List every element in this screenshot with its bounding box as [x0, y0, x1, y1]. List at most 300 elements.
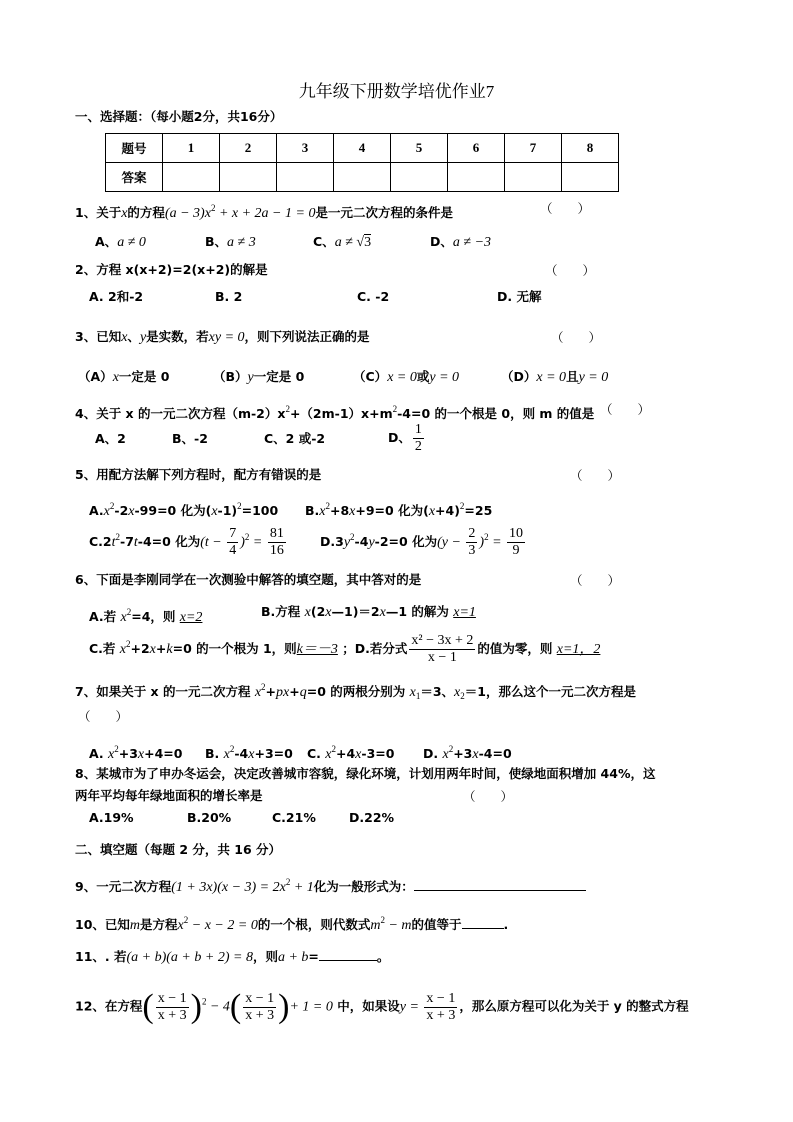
math-text: x	[409, 685, 416, 700]
text: C、2 或-2	[264, 431, 326, 446]
section-1-heading: 一、选择题：（每小题2分，共16分）	[75, 109, 283, 124]
math-text: x	[108, 747, 115, 762]
text: +4	[336, 746, 356, 761]
superscript: 2	[126, 607, 132, 617]
q6-option-cd	[89, 633, 600, 666]
math-text: (t −	[200, 535, 226, 550]
text: =0 的一个根为 1，则	[172, 641, 297, 656]
text: C.2	[89, 534, 112, 549]
math-text: )	[479, 535, 485, 550]
text: 12、在方程	[75, 998, 143, 1014]
math-text: x	[325, 605, 332, 620]
text: =25	[464, 503, 493, 518]
numerator: 1	[414, 422, 422, 437]
text: ＝1，那么这个一元二次方程是	[464, 684, 636, 699]
fill-in-blank[interactable]	[414, 876, 586, 891]
section-2-heading: 二、填空题（每题 2 分，共 16 分）	[75, 842, 282, 857]
q8-stem-line-2	[75, 787, 263, 805]
subscript: 2	[460, 691, 465, 701]
superscript: 2	[109, 501, 115, 511]
denominator: 16	[269, 543, 284, 558]
superscript: 2	[285, 404, 290, 414]
math-text: x = 0	[536, 370, 567, 385]
denominator: x + 3	[157, 1007, 187, 1023]
text: ，则下列说法正确的是	[244, 329, 370, 344]
table-cell: 6	[448, 134, 505, 163]
subscript: 1	[415, 691, 421, 701]
math-text: (1 + 3x)(x − 3) = 2x	[171, 880, 286, 895]
text: -4	[234, 746, 249, 761]
math-text: x	[319, 504, 326, 519]
text: +4=0	[144, 746, 183, 761]
text: +3=0	[254, 746, 293, 761]
text: 2、方程 x(x+2)=2(x+2)的解是	[75, 262, 268, 277]
q8-option-b	[187, 809, 231, 827]
text: D.22%	[349, 810, 395, 825]
math-text: q	[299, 685, 307, 700]
math-text: x	[112, 370, 119, 385]
page-title: 九年级下册数学培优作业7	[298, 82, 495, 101]
math-text: x	[325, 747, 332, 762]
text: A. 2和-2	[89, 289, 144, 304]
text: 10、已知	[75, 917, 130, 932]
text: +3	[118, 746, 138, 761]
text: C.21%	[272, 810, 316, 825]
math-text: xy = 0	[208, 330, 245, 345]
answer-paren: （ ）	[600, 402, 651, 417]
big-parenthesis: (	[229, 988, 242, 1025]
superscript: 2	[448, 744, 454, 754]
text: 。	[376, 949, 390, 964]
q5-option-b	[305, 497, 492, 521]
underlined-answer: x=1	[453, 605, 476, 620]
numerator: x − 1	[426, 990, 456, 1006]
denominator: 4	[229, 543, 237, 558]
text: +3	[453, 746, 473, 761]
fraction	[268, 526, 286, 559]
math-text: y	[247, 370, 254, 385]
text: ，那么原方程可以化为关于 y 的整式方程	[459, 998, 689, 1014]
q4-option-d	[388, 422, 426, 455]
text: -99=0 化为(	[134, 503, 212, 518]
text: +（2m-1）x+m	[289, 406, 393, 421]
math-text: a ≠	[334, 235, 357, 250]
q8-option-a	[89, 809, 134, 827]
answer-paren: （ ）	[463, 789, 514, 804]
q3-option-b	[213, 368, 304, 387]
text: (2	[310, 604, 326, 619]
answer-cell[interactable]	[163, 163, 220, 192]
text: （B）	[213, 369, 248, 384]
math-text: + x + 2a − 1 = 0	[215, 206, 316, 221]
big-parenthesis: (	[142, 988, 154, 1025]
text: -4	[354, 534, 369, 549]
math-text: x	[137, 747, 145, 762]
superscript: 2	[285, 877, 291, 887]
numerator: 2	[468, 526, 476, 541]
answer-cell[interactable]	[505, 163, 562, 192]
text: —1 的解为	[385, 604, 454, 619]
table-cell: 5	[391, 134, 448, 163]
numerator: x − 1	[245, 990, 275, 1006]
superscript: 2	[392, 404, 398, 414]
q4-option-b	[172, 430, 208, 448]
text: （C）	[353, 369, 388, 384]
text: 8、某城市为了申办冬运会，决定改善城市容貌，绿化环境，计划用两年时间，使绿地面积增加 44%，这	[75, 766, 656, 781]
text: C、	[313, 234, 335, 249]
answer-cell[interactable]	[391, 163, 448, 192]
text: A.若	[89, 609, 121, 624]
q1-option-d	[430, 233, 491, 252]
superscript: 2	[229, 744, 235, 754]
text: 是方程	[140, 917, 178, 932]
math-text: k	[166, 642, 173, 657]
q8-option-d	[349, 809, 394, 827]
fraction	[243, 991, 276, 1024]
text: 7、如果关于 x 的一元二次方程	[75, 684, 255, 699]
text: A.	[89, 503, 104, 518]
math-text: y = 0	[578, 370, 609, 385]
answer-cell[interactable]	[277, 163, 334, 192]
table-cell: 3	[277, 134, 334, 163]
text: A.	[89, 746, 109, 761]
text: 的值等于	[411, 917, 462, 932]
text: —1)＝2	[331, 604, 380, 619]
q4-stem	[75, 400, 594, 423]
text: ；D.若分式	[337, 641, 408, 656]
q7-option-a	[89, 740, 182, 764]
math-text: x	[128, 504, 135, 519]
math-text: m	[129, 918, 141, 933]
math-text: x	[177, 918, 184, 933]
table-cell: 2	[220, 134, 277, 163]
table-row-numbers	[106, 134, 619, 163]
text: ，则	[252, 949, 278, 964]
table-row-answers	[106, 163, 619, 192]
math-text: x	[248, 747, 255, 762]
text: D、	[388, 430, 411, 445]
text: +	[265, 684, 277, 699]
q3-option-a	[78, 368, 169, 387]
text: C.	[307, 746, 326, 761]
text: C.若	[89, 641, 120, 656]
radicand: 3	[364, 235, 372, 250]
text: 是一元二次方程的条件是	[315, 205, 453, 220]
answer-paren: （ ）	[545, 263, 596, 278]
math-text: y	[139, 330, 147, 345]
fraction	[409, 633, 475, 666]
numerator: x² − 3x + 2	[411, 633, 474, 648]
text: 或	[416, 369, 430, 384]
denominator: x + 3	[245, 1007, 275, 1023]
text: -3=0	[361, 746, 395, 761]
text: -7	[120, 534, 134, 549]
big-parenthesis: )	[278, 988, 290, 1025]
text: -2	[114, 503, 129, 518]
text: 的一个根，则代数式	[257, 917, 371, 932]
math-text: x	[472, 747, 479, 762]
answer-paren: （ ）	[570, 573, 621, 588]
q11-stem	[75, 946, 389, 967]
text: D、	[430, 234, 453, 249]
text: 一定是 0	[118, 369, 170, 384]
math-text: x	[211, 504, 218, 519]
answer-paren: （ ）	[551, 330, 602, 345]
text: -1)	[217, 503, 238, 518]
q8-stem-line-1	[75, 765, 655, 783]
text: C. -2	[357, 289, 390, 304]
superscript: 2	[183, 915, 189, 925]
text: A.19%	[89, 810, 134, 825]
q7-stem	[75, 678, 636, 705]
answer-cell[interactable]	[220, 163, 277, 192]
q6-stem	[75, 571, 421, 589]
underlined-answer: x=1，2	[556, 642, 601, 657]
math-text: px	[276, 685, 290, 700]
text: （A）	[78, 369, 113, 384]
math-text: − x − 2 = 0	[188, 918, 258, 933]
math-text: x	[120, 610, 127, 625]
q1-option-a	[95, 233, 146, 252]
text: =4，则	[131, 609, 180, 624]
text: B、-2	[172, 431, 208, 446]
text: 1、关于	[75, 205, 122, 220]
math-text: x	[223, 747, 230, 762]
numerator: 10	[509, 526, 524, 541]
q1-option-b	[205, 233, 256, 252]
text: 3、已知	[75, 329, 122, 344]
q6-option-a	[89, 603, 202, 627]
math-text: m	[370, 918, 381, 933]
superscript: 2	[126, 639, 131, 649]
math-text: a ≠ −3	[452, 235, 492, 250]
text: 6、下面是李刚同学在一次测验中解答的填空题，其中答对的是	[75, 572, 422, 587]
q7-option-c	[307, 740, 394, 764]
fraction	[507, 526, 525, 559]
text: B. 2	[215, 289, 243, 304]
answer-paren: （ ）	[570, 468, 621, 483]
text: +4)	[435, 503, 460, 518]
superscript: 2	[459, 501, 465, 511]
table-header: 题号	[106, 134, 163, 163]
table-cell: 8	[562, 134, 619, 163]
text: 且	[566, 369, 579, 384]
superscript: 2	[115, 532, 121, 542]
text: 的方程	[127, 205, 165, 220]
math-text: x	[442, 747, 449, 762]
text: =0 的两根分别为	[306, 684, 410, 699]
q4-option-c	[264, 430, 325, 448]
text: 4、关于 x 的一元二次方程（m-2）x	[75, 406, 286, 421]
fraction	[466, 526, 477, 559]
answer-cell[interactable]	[334, 163, 391, 192]
answer-table	[105, 133, 619, 192]
q6-option-b	[261, 603, 476, 622]
math-text: x	[355, 747, 362, 762]
superscript: 2	[201, 996, 207, 1007]
answer-cell[interactable]	[562, 163, 619, 192]
math-text: y	[343, 535, 351, 550]
q3-option-c	[353, 368, 459, 387]
math-text: x	[428, 504, 436, 519]
table-cell: 1	[163, 134, 220, 163]
q7-option-b	[205, 740, 293, 764]
text: B.方程	[261, 604, 305, 619]
superscript: 2	[261, 682, 266, 692]
math-text: x	[149, 642, 156, 657]
math-text: x	[304, 605, 311, 620]
math-text: a + b	[277, 950, 309, 965]
text: +2	[130, 641, 150, 656]
q4-option-a	[95, 430, 126, 448]
superscript: 2	[114, 744, 119, 754]
math-text: x	[121, 206, 128, 221]
big-parenthesis: )	[190, 988, 202, 1025]
text: 两年平均每年绿地面积的增长率是	[75, 788, 263, 803]
table-cell: 4	[334, 134, 391, 163]
q5-option-d	[320, 526, 527, 559]
text: 的值为零，则	[477, 641, 557, 656]
math-text: − 4	[206, 999, 230, 1015]
text: +9=0 化为(	[355, 503, 429, 518]
q2-option-d	[497, 288, 541, 306]
q2-option-a	[89, 288, 143, 306]
underlined-answer: x=2	[179, 610, 203, 625]
text: 5、用配方法解下列方程时，配方有错误的是	[75, 467, 322, 482]
superscript: 2	[244, 532, 250, 542]
text: +8	[330, 503, 350, 518]
square-root	[356, 234, 371, 250]
math-text: x	[121, 330, 128, 345]
text: -4=0 化为	[137, 534, 201, 549]
text: -4=0 的一个根是 0，则 m 的值是	[397, 406, 595, 421]
q9-stem	[75, 873, 586, 897]
fraction	[156, 991, 189, 1024]
answer-paren: （ ）	[540, 201, 591, 216]
numerator: x − 1	[157, 990, 187, 1006]
superscript: 2	[484, 532, 489, 542]
q3-stem	[75, 328, 370, 347]
text: 化为一般形式为：	[313, 879, 414, 894]
text: B、	[205, 234, 228, 249]
q5-option-a	[89, 497, 278, 521]
text: 11、. 若	[75, 949, 127, 964]
q10-stem	[75, 911, 508, 935]
text: B.	[205, 746, 224, 761]
denominator: 9	[512, 543, 520, 558]
q8-option-c	[272, 809, 316, 827]
math-text: − m	[384, 918, 412, 933]
q5-stem	[75, 466, 321, 484]
text: 一定是 0	[253, 369, 305, 384]
q5-option-c	[89, 526, 288, 559]
superscript: 2	[380, 915, 385, 925]
text: A、2	[95, 431, 126, 446]
math-text: (a − 3)x	[164, 206, 211, 221]
answer-paren: （ ）	[78, 709, 129, 724]
text: A、	[95, 234, 118, 249]
radical-sign-icon: √	[356, 235, 365, 250]
text: D.3	[320, 534, 344, 549]
fill-in-blank[interactable]	[319, 946, 377, 961]
text: B.20%	[187, 810, 232, 825]
math-text: x	[349, 504, 356, 519]
q12-stem	[75, 990, 689, 1024]
math-text: a ≠ 3	[227, 235, 256, 250]
superscript: 2	[237, 501, 242, 511]
denominator: x − 1	[427, 650, 457, 665]
superscript: 2	[350, 532, 355, 542]
denominator: x + 3	[426, 1007, 456, 1023]
text: =	[308, 949, 319, 964]
text: D. 无解	[497, 289, 542, 304]
math-text: =	[488, 535, 506, 550]
math-text: t	[133, 535, 138, 550]
q2-option-b	[215, 288, 242, 306]
q1-stem	[75, 199, 453, 223]
text: （D）	[501, 369, 537, 384]
fraction	[413, 422, 424, 455]
text: B.	[305, 503, 320, 518]
text: D.	[423, 746, 443, 761]
superscript: 2	[325, 501, 330, 511]
math-text: y =	[399, 999, 423, 1015]
math-text: t	[111, 535, 116, 550]
math-text: + 1	[290, 880, 314, 895]
text: 是实数，若	[146, 329, 209, 344]
q2-option-c	[357, 288, 389, 306]
math-text: a ≠ 0	[117, 235, 146, 250]
fill-in-blank[interactable]	[462, 914, 504, 929]
math-text: y	[368, 535, 375, 550]
superscript: 2	[331, 744, 336, 754]
math-text: x	[103, 504, 110, 519]
superscript: 2	[210, 203, 216, 213]
text: ＝3、	[420, 684, 455, 699]
q2-stem	[75, 261, 268, 279]
q3-option-d	[501, 368, 608, 387]
table-header: 答案	[106, 163, 163, 192]
math-text: x	[454, 685, 461, 700]
text: .	[503, 917, 509, 932]
underlined-answer: k＝－3	[296, 642, 338, 657]
table-cell: 7	[505, 134, 562, 163]
q1-option-c	[313, 233, 371, 252]
answer-cell[interactable]	[448, 163, 505, 192]
math-text: x	[379, 605, 386, 620]
q7-option-d	[423, 740, 512, 764]
denominator: 3	[468, 543, 476, 558]
text: 、	[127, 329, 140, 344]
math-text: + 1 = 0	[289, 999, 333, 1015]
denominator: 2	[414, 439, 422, 454]
numerator: 7	[229, 526, 237, 541]
text: +	[289, 684, 300, 699]
text: 9、一元二次方程	[75, 879, 172, 894]
text: -4=0	[478, 746, 512, 761]
math-text: x	[254, 685, 262, 700]
numerator: 81	[269, 526, 284, 541]
math-text: =	[249, 535, 266, 550]
math-text: y = 0	[429, 370, 460, 385]
text: +	[155, 641, 167, 656]
math-text: x	[119, 642, 126, 657]
math-text: x = 0	[387, 370, 417, 385]
text: -2=0 化为	[374, 534, 438, 549]
math-text: )	[240, 535, 245, 550]
text: =100	[241, 503, 279, 518]
fraction	[227, 526, 238, 559]
